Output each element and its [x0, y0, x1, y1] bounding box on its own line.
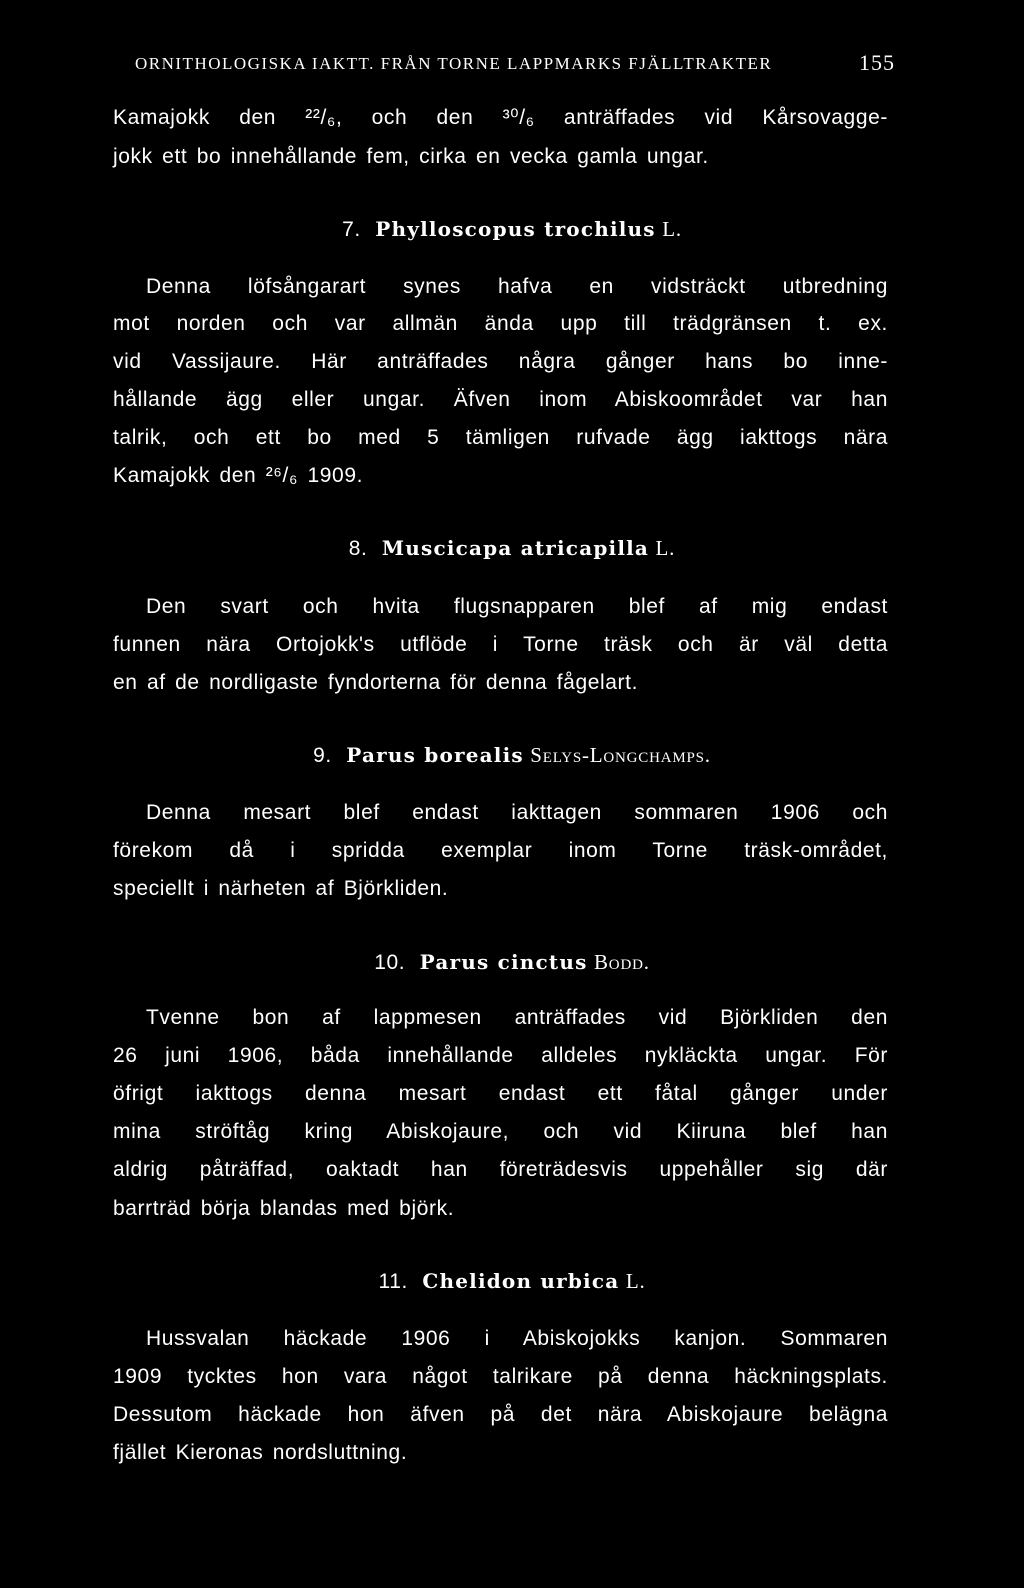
species-heading-11 [0, 1268, 1024, 1295]
text-line: Kamajokk den ²²/₆, och den ³⁰/₆ anträffades vid Kårsovagge- [113, 106, 888, 129]
text-line: funnen nära Ortojokk's utflöde i Torne träsk och är väl detta [113, 633, 888, 656]
species-name: Muscicapa atricapilla [381, 536, 650, 560]
text-line: barrträd börja blandas med björk. [113, 1197, 455, 1220]
text-line: mina ströftåg kring Abiskojaure, och vid Kiiruna blef han [113, 1120, 888, 1143]
text-line: Dessutom häckade hon äfven på det nära Abiskojaure belägna [113, 1403, 888, 1426]
text-line: en af de nordligaste fyndorterna för denna fågelart. [113, 671, 639, 694]
text-line: 1909 tycktes hon vara något talrikare på denna häckningsplats. [113, 1365, 888, 1388]
text-line: Denna mesart blef endast iakttagen sommaren 1906 och [146, 801, 888, 824]
text-line: talrik, och ett bo med 5 tämligen rufvade ägg iakttogs nära [113, 426, 888, 449]
species-number: 8. [348, 537, 368, 560]
text-line: öfrigt iakttogs denna mesart endast ett fåtal gånger under [113, 1082, 888, 1105]
running-header [135, 50, 895, 80]
running-title: ORNITHOLOGISKA IAKTT. FRÅN TORNE LAPPMARKS FJÄLLTRAKTER [135, 54, 773, 73]
species-heading-7 [0, 216, 1024, 243]
species-author: L. [625, 1269, 646, 1293]
page-number: 155 [859, 50, 895, 75]
species-name: Parus borealis [346, 743, 524, 767]
species-author: L. [662, 217, 682, 241]
species-number: 9. [313, 744, 332, 767]
species-name: Phylloscopus trochilus [375, 217, 656, 241]
text-line: Denna löfsångarart synes hafva en vidsträckt utbredning [146, 275, 888, 298]
text-line: fjället Kieronas nordsluttning. [113, 1441, 408, 1464]
text-line: mot norden och var allmän ända upp till trädgränsen t. ex. [113, 312, 888, 335]
text-line: hållande ägg eller ungar. Äfven inom Abiskoområdet var han [113, 388, 888, 411]
species-author: Bodd. [594, 950, 650, 974]
text-line: vid Vassijaure. Här anträffades några gånger hans bo inne- [113, 350, 888, 373]
text-line: aldrig påträffad, oaktadt han företrädesvis uppehåller sig där [113, 1158, 888, 1181]
species-author: L. [655, 536, 676, 560]
text-line: Kamajokk den ²⁶/₆ 1909. [113, 464, 364, 487]
text-line: jokk ett bo innehållande fem, cirka en vecka gamla ungar. [113, 145, 709, 168]
species-number: 10. [374, 951, 406, 974]
text-line: Den svart och hvita flugsnapparen blef af mig endast [146, 595, 888, 618]
text-line: Hussvalan häckade 1906 i Abiskojokks kanjon. Sommaren [146, 1327, 888, 1350]
species-number: 7. [342, 218, 361, 241]
text-line: speciellt i närheten af Björkliden. [113, 877, 449, 900]
species-author: Selys-Longchamps. [530, 743, 711, 767]
species-heading-8 [0, 535, 1024, 562]
species-heading-9 [0, 742, 1024, 769]
text-line: 26 juni 1906, båda innehållande alldeles nykläckta ungar. För [113, 1044, 888, 1067]
species-number: 11. [378, 1270, 408, 1293]
species-name: Parus cinctus [419, 950, 588, 974]
species-name: Chelidon urbica [422, 1269, 620, 1293]
text-line: förekom då i spridda exemplar inom Torne träsk-området, [113, 839, 888, 862]
species-heading-10 [0, 949, 1024, 976]
text-line: Tvenne bon af lappmesen anträffades vid Björkliden den [146, 1006, 888, 1029]
